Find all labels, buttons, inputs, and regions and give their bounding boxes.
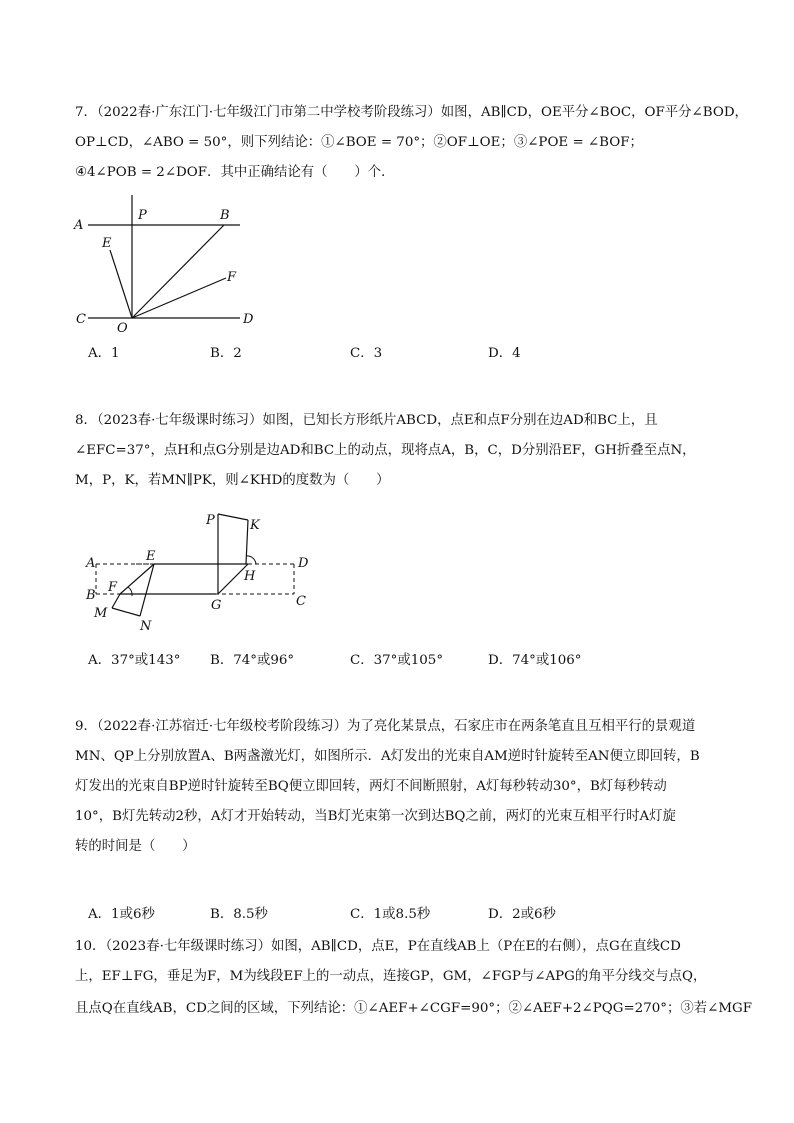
- option-c[interactable]: C．3: [350, 346, 383, 361]
- fig8-label-k: K: [250, 518, 260, 533]
- fig8-label-p: P: [206, 513, 215, 528]
- option-d[interactable]: D．74°或106°: [488, 653, 582, 668]
- question-9-options: [88, 906, 728, 924]
- question-8-options: [88, 652, 728, 670]
- fig7-label-a: A: [74, 218, 84, 233]
- question-7-line-3: ④4∠POB = 2∠DOF．其中正确结论有（ ）个．: [75, 165, 395, 180]
- question-8-line-3: M，P，K，若MN∥PK，则∠KHD的度数为（ ）: [75, 473, 390, 488]
- question-8-line-2: ∠EFC=37°，点H和点G分别是边AD和BC上的动点，现将点A，B，C，D分别沿EF，GH折叠至点N，: [75, 443, 696, 458]
- option-d[interactable]: D．4: [488, 346, 521, 361]
- fig7-label-f: F: [227, 270, 237, 285]
- option-b[interactable]: B．2: [210, 346, 242, 361]
- option-b[interactable]: B．74°或96°: [210, 653, 295, 668]
- question-9-line-2: MN、QP上分别放置A、B两盏激光灯，如图所示．A灯发出的光束自AM逆时针旋转至AN便立即回转，B: [75, 749, 700, 764]
- fig8-label-e: E: [146, 549, 156, 564]
- question-9-line-3: 灯发出的光束自BP逆时针旋转至BQ便立即回转，两灯不间断照射，A灯每秒转动30°，B灯每秒转动: [75, 779, 667, 794]
- fig8-label-n: N: [140, 619, 152, 634]
- option-d[interactable]: D．2或6秒: [488, 907, 556, 922]
- option-a[interactable]: A．37°或143°: [88, 653, 181, 668]
- question-10-line-3: 且点Q在直线AB，CD之间的区域，下列结论：①∠AEF+∠CGF=90°；②∠AEF+2∠PQG=270°；③若∠MGF: [75, 1001, 753, 1016]
- fig8-label-h: H: [244, 569, 256, 584]
- fig8-label-b: B: [86, 588, 96, 603]
- question-7-options: [88, 345, 728, 363]
- fig8-label-c: C: [296, 594, 306, 609]
- question-7-figure: [68, 192, 258, 337]
- option-c[interactable]: C．37°或105°: [350, 653, 444, 668]
- option-c[interactable]: C．1或8.5秒: [350, 907, 431, 922]
- question-9-line-5: 转的时间是（ ）: [75, 839, 196, 854]
- fig7-label-d: D: [243, 312, 254, 327]
- fig7-label-o: O: [117, 321, 128, 336]
- option-b[interactable]: B．8.5秒: [210, 907, 268, 922]
- question-9-line-1: 9．（2022春·江苏宿迁·七年级校考阶段练习）为了亮化某景点，石家庄市在两条笔直且互相平行的景观道: [75, 719, 696, 734]
- question-8-line-1: 8．（2023春·七年级课时练习）如图，已知长方形纸片ABCD，点E和点F分别在边AD和BC上，且: [75, 413, 658, 428]
- question-7-line-2: OP⊥CD，∠ABO = 50°，则下列结论：①∠BOE = 70°；②OF⊥OE；③∠POE = ∠BOF；: [75, 135, 643, 150]
- fig8-label-d: D: [298, 556, 309, 571]
- option-a[interactable]: A．1或6秒: [88, 907, 155, 922]
- fig7-label-b: B: [220, 208, 230, 223]
- fig8-label-a: A: [86, 556, 96, 571]
- question-9-line-4: 10°，B灯先转动2秒，A灯才开始转动，当B灯光束第一次到达BQ之前，两灯的光束互相平行时A灯旋: [75, 809, 676, 824]
- question-10-line-1: 10．（2023春·七年级课时练习）如图，AB∥CD，点E，P在直线AB上（P在E的右侧），点G在直线CD: [75, 939, 681, 954]
- fig8-label-m: M: [94, 606, 108, 621]
- fig7-label-p: P: [138, 208, 147, 223]
- question-8-figure: [80, 506, 320, 636]
- fig8-label-g: G: [211, 598, 222, 613]
- fig7-label-c: C: [76, 312, 86, 327]
- fig8-label-f: F: [108, 580, 118, 595]
- fig7-label-e: E: [102, 236, 112, 251]
- question-7-line-1: 7．（2022春·广东江门·七年级江门市第二中学校考阶段练习）如图，AB∥CD，OE平分∠BOC，OF平分∠BOD，: [75, 105, 748, 120]
- question-10-line-2: 上，EF⊥FG，垂足为F，M为线段EF上的一动点，连接GP，GM，∠FGP与∠APG的角平分线交与点Q，: [75, 969, 707, 984]
- option-a[interactable]: A．1: [88, 346, 120, 361]
